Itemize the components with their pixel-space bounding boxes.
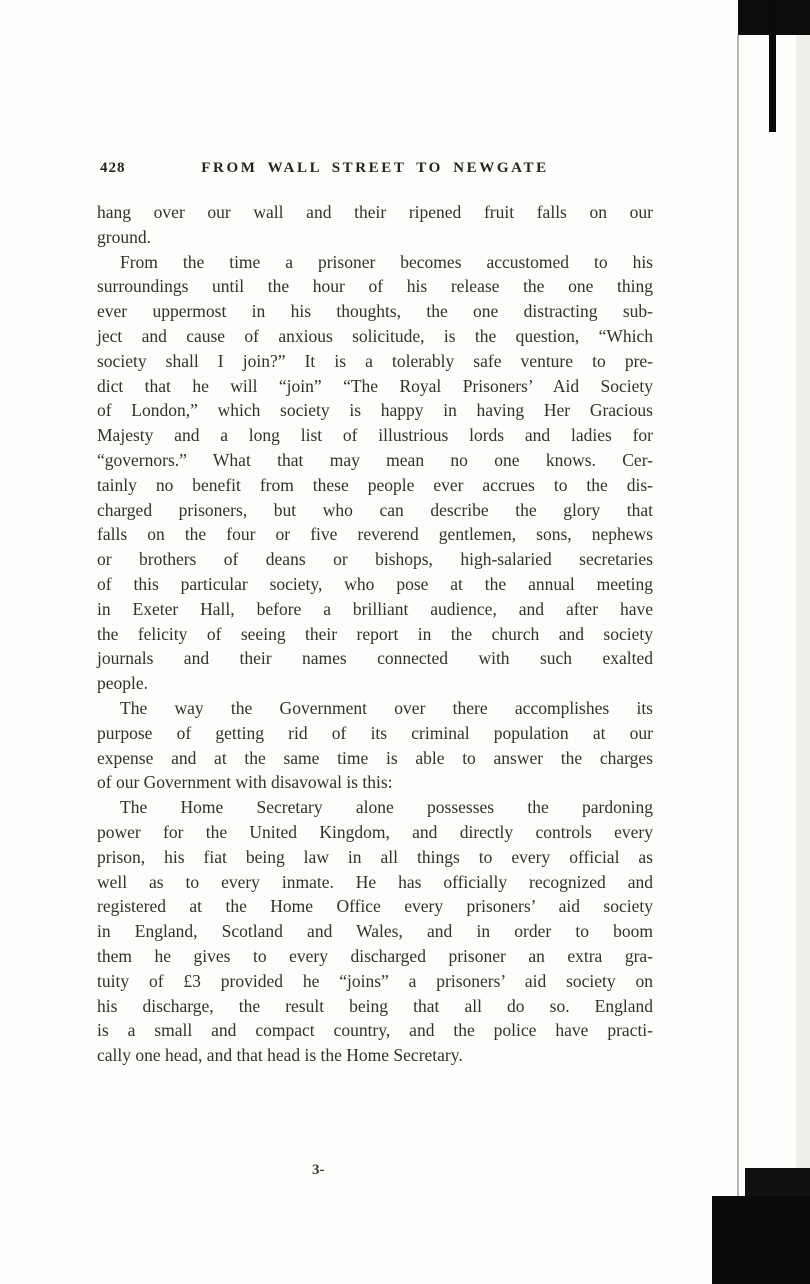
text-line: falls on the four or five reverend gentlemen, sons, nephews [97, 524, 653, 545]
text-line: society shall I join?” It is a tolerably safe venture to pre- [97, 350, 653, 371]
text-line: expense and at the same time is able to answer the charges [97, 747, 653, 768]
text-line: cally one head, and that head is the Home Secretary. [97, 1045, 463, 1066]
text-line: people. [97, 673, 149, 694]
text-line: surroundings until the hour of his release the one thing [97, 276, 653, 297]
text-line: Majesty and a long list of illustrious lords and ladies for [97, 425, 653, 446]
text-line: or brothers of deans or bishops, high-salaried secretaries [97, 549, 653, 570]
text-line: tuity of £3 provided he “joins” a prisoners’ aid society on [97, 970, 653, 991]
text-line: ever uppermost in his thoughts, the one distracting sub- [97, 301, 653, 322]
text-line: of this particular society, who pose at the annual meeting [97, 573, 653, 594]
paragraph [97, 696, 653, 795]
text-line: prison, his fiat being law in all things to every official as [97, 846, 653, 867]
printers-mark: 3- [312, 1162, 325, 1178]
text-line: dict that he will “join” “The Royal Prisoners’ Aid Society [97, 375, 653, 396]
text-line: The Home Secretary alone possesses the pardoning [120, 797, 653, 818]
text-line: of our Government with disavowal is this: [97, 772, 393, 793]
page-header [97, 160, 653, 182]
text-line: purpose of getting rid of its criminal population at our [97, 722, 653, 743]
scan-right-margin-shade [796, 0, 810, 1284]
text-line: registered at the Home Office every prisoners’ aid society [97, 896, 653, 917]
running-head-title: FROM WALL STREET TO NEWGATE [201, 160, 549, 176]
text-line: well as to every inmate. He has officially recognized and [97, 871, 653, 892]
text-line: the felicity of seeing their report in the church and society [97, 623, 653, 644]
text-line: tainly no benefit from these people ever accrues to the dis- [97, 474, 653, 495]
paragraph [97, 795, 653, 1068]
text-line: is a small and compact country, and the police have practi- [97, 1020, 653, 1041]
text-line: From the time a prisoner becomes accustomed to his [120, 251, 653, 272]
page-number: 428 [100, 160, 126, 176]
scan-right-edge-line [737, 35, 739, 1196]
paragraph [97, 200, 653, 250]
scan-artifact-bottom-step [745, 1168, 810, 1198]
text-line: “governors.” What that may mean no one knows. Cer- [97, 449, 653, 470]
text-line: power for the United Kingdom, and directly controls every [97, 821, 653, 842]
paragraph [97, 250, 653, 696]
text-line: of London,” which society is happy in having Her Gracious [97, 400, 653, 421]
text-line: hang over our wall and their ripened fruit falls on our [97, 202, 653, 222]
text-line: charged prisoners, but who can describe the glory that [97, 499, 653, 520]
page-body [97, 200, 653, 1068]
scan-artifact-bottom-right [712, 1196, 810, 1284]
text-line: journals and their names connected with such exalted [97, 648, 653, 669]
text-line: them he gives to every discharged prisoner an extra gra- [97, 945, 653, 966]
text-line: ject and cause of anxious solicitude, is the question, “Which [97, 325, 653, 346]
text-line: The way the Government over there accomplishes its [120, 697, 653, 718]
scan-artifact-vertical-line [769, 0, 776, 132]
text-line: in Exeter Hall, before a brilliant audience, and after have [97, 598, 653, 619]
text-line: ground. [97, 226, 151, 247]
text-line: his discharge, the result being that all do so. England [97, 995, 653, 1016]
text-line: in England, Scotland and Wales, and in order to boom [97, 921, 653, 942]
